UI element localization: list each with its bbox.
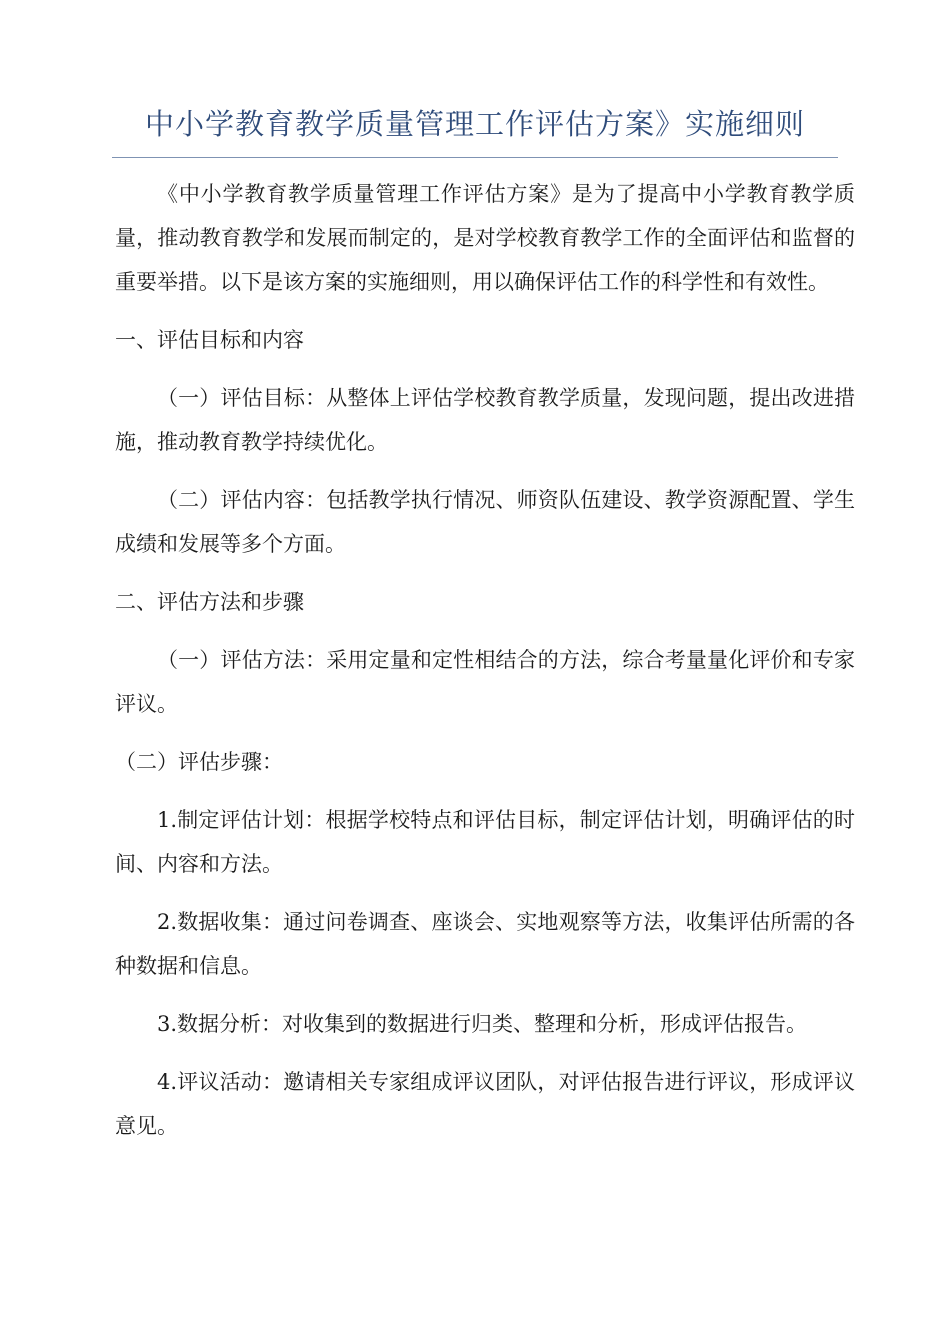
- document-title: 中小学教育教学质量管理工作评估方案》实施细则: [144, 107, 805, 141]
- section-heading-2: 二、评估方法和步骤: [115, 590, 304, 614]
- paragraph-method: （一）评估方法：采用定量和定性相结合的方法，综合考量量化评价和专家评议。: [115, 648, 855, 716]
- step-1: 1.制定评估计划：根据学校特点和评估目标，制定评估计划，明确评估的时间、内容和方法。: [115, 808, 855, 876]
- paragraph-content: （二）评估内容：包括教学执行情况、师资队伍建设、教学资源配置、学生成绩和发展等多个方面。: [115, 488, 855, 556]
- title-divider: [112, 157, 838, 158]
- step-3: 3.数据分析：对收集到的数据进行归类、整理和分析，形成评估报告。: [157, 1012, 808, 1036]
- subheading-steps: （二）评估步骤：: [115, 750, 283, 774]
- step-2: 2.数据收集：通过问卷调查、座谈会、实地观察等方法，收集评估所需的各种数据和信息。: [115, 910, 855, 978]
- document-body: [115, 172, 855, 1162]
- step-4: 4.评议活动：邀请相关专家组成评议团队，对评估报告进行评议，形成评议意见。: [115, 1070, 855, 1138]
- section-heading-1: 一、评估目标和内容: [115, 328, 304, 352]
- paragraph-goal: （一）评估目标：从整体上评估学校教育教学质量，发现问题，提出改进措施，推动教育教学持续优化。: [115, 386, 855, 454]
- intro-paragraph: 《中小学教育教学质量管理工作评估方案》是为了提高中小学教育教学质量，推动教育教学和发展而制定的，是对学校教育教学工作的全面评估和监督的重要举措。以下是该方案的实施细则，用以确保评估工作的科学性和有效性。: [115, 182, 855, 294]
